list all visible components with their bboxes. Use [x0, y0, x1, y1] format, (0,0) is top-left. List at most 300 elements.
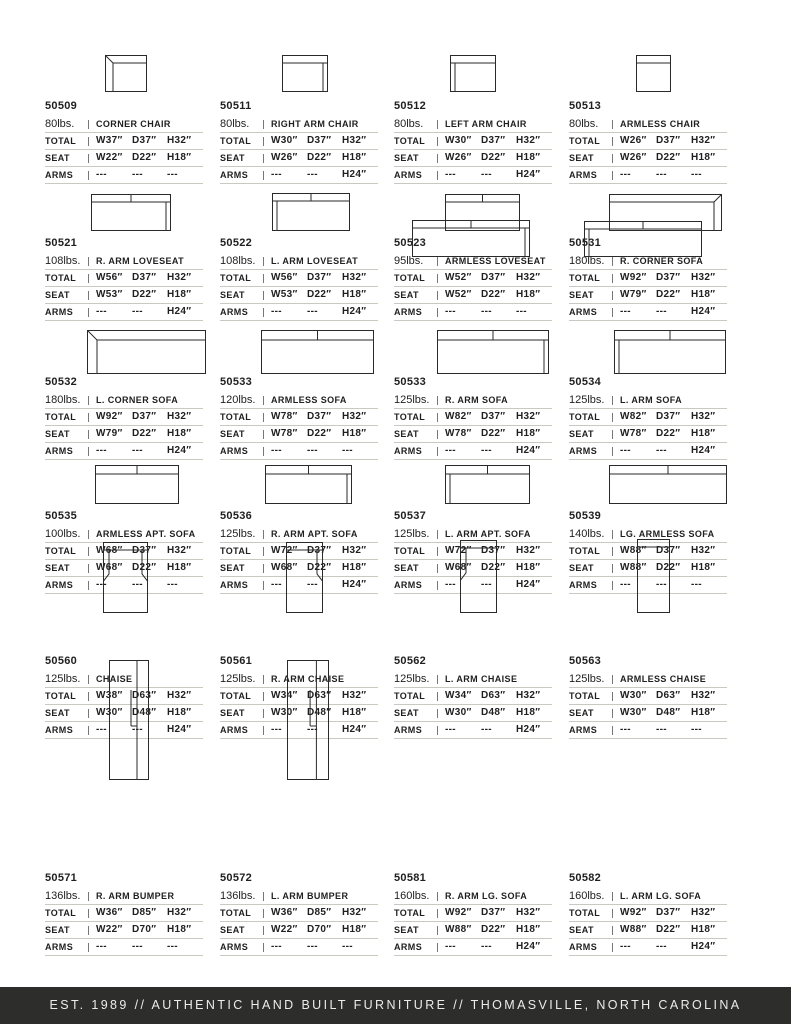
product-weight: 95lbs.: [394, 255, 424, 267]
seat-width-value: W88″: [620, 562, 647, 573]
spec-row-weight: [569, 116, 727, 133]
product-weight: 80lbs.: [45, 118, 75, 130]
spec-row-weight: [220, 888, 378, 905]
column-divider: [263, 892, 264, 901]
seat-label: SEAT: [220, 563, 245, 573]
right-arm-sofa-icon: [437, 330, 549, 374]
seat-height-value: H18″: [691, 289, 716, 300]
column-divider: [88, 909, 89, 918]
seat-width-value: W52″: [445, 289, 472, 300]
arms-label: ARMS: [220, 446, 249, 456]
product-name: L. ARM BUMPER: [271, 891, 349, 901]
total-width-value: W92″: [445, 907, 472, 918]
seat-height-value: H18″: [342, 152, 367, 163]
column-divider: [88, 892, 89, 901]
left-arm-sofa-icon: [614, 330, 726, 374]
total-height-value: H32″: [167, 907, 192, 918]
product-card: [220, 780, 378, 950]
column-divider: [88, 675, 89, 684]
arms-width-value: ---: [445, 445, 456, 456]
arms-height-value: H24″: [516, 445, 541, 456]
left-arm-large-sofa-icon: [584, 221, 702, 257]
column-divider: [263, 726, 264, 735]
seat-label: SEAT: [569, 153, 594, 163]
product-illustration: [220, 418, 378, 510]
total-height-value: H32″: [167, 545, 192, 556]
product-name: R. ARM BUMPER: [96, 891, 175, 901]
total-depth-value: D63″: [307, 690, 332, 701]
product-illustration: [220, 8, 378, 100]
total-depth-value: D37″: [132, 135, 157, 146]
column-divider: [612, 909, 613, 918]
left-arm-loveseat-icon: [272, 193, 350, 231]
product-code: 50531: [569, 237, 602, 249]
arms-width-value: ---: [96, 445, 107, 456]
seat-width-value: W79″: [620, 289, 647, 300]
product-weight: 125lbs.: [220, 528, 256, 540]
arms-width-value: ---: [445, 941, 456, 952]
arms-depth-value: ---: [656, 445, 667, 456]
column-divider: [263, 120, 264, 129]
product-code: 50581: [394, 872, 427, 884]
spec-row-weight: [394, 116, 552, 133]
column-divider: [612, 892, 613, 901]
seat-depth-value: D48″: [656, 707, 681, 718]
product-code: 50560: [45, 655, 78, 667]
total-width-value: W88″: [620, 545, 647, 556]
column-divider: [88, 709, 89, 718]
product-card: [394, 780, 552, 950]
arms-width-value: ---: [445, 306, 456, 317]
total-width-value: W38″: [96, 690, 123, 701]
arms-width-value: ---: [445, 579, 456, 590]
arms-width-value: ---: [271, 445, 282, 456]
total-label: TOTAL: [569, 691, 601, 701]
spec-row-arms: [394, 722, 552, 739]
column-divider: [263, 926, 264, 935]
total-height-value: H32″: [342, 545, 367, 556]
product-weight: 100lbs.: [45, 528, 81, 540]
column-divider: [88, 692, 89, 701]
seat-height-value: H18″: [167, 562, 192, 573]
total-label: TOTAL: [220, 273, 252, 283]
seat-label: SEAT: [569, 429, 594, 439]
seat-depth-value: D22″: [656, 152, 681, 163]
arms-depth-value: ---: [656, 169, 667, 180]
total-label: TOTAL: [569, 412, 601, 422]
total-height-value: H32″: [691, 272, 716, 283]
seat-width-value: W30″: [620, 707, 647, 718]
product-name: CORNER CHAIR: [96, 119, 171, 129]
arms-width-value: ---: [620, 724, 631, 735]
arms-height-value: ---: [691, 724, 702, 735]
spec-table: [45, 888, 203, 956]
arms-depth-value: ---: [307, 579, 318, 590]
spec-row-weight: [569, 671, 727, 688]
seat-label: SEAT: [45, 563, 70, 573]
product-weight: 160lbs.: [394, 890, 430, 902]
arms-label: ARMS: [220, 725, 249, 735]
spec-table: [394, 671, 552, 739]
product-weight: 125lbs.: [394, 394, 430, 406]
arms-label: ARMS: [45, 307, 74, 317]
corner-chair-icon: [105, 55, 147, 92]
arms-height-value: H24″: [167, 724, 192, 735]
product-name: LG. ARMLESS SOFA: [620, 529, 715, 539]
product-code: 50563: [569, 655, 602, 667]
column-divider: [88, 726, 89, 735]
product-code: 50571: [45, 872, 78, 884]
seat-depth-value: D22″: [307, 152, 332, 163]
product-weight: 180lbs.: [45, 394, 81, 406]
arms-label: ARMS: [394, 170, 423, 180]
seat-height-value: H18″: [342, 707, 367, 718]
total-width-value: W72″: [271, 545, 298, 556]
total-width-value: W56″: [96, 272, 123, 283]
total-depth-value: D37″: [656, 411, 681, 422]
spec-row-weight: [45, 888, 203, 905]
seat-height-value: H18″: [691, 707, 716, 718]
total-width-value: W30″: [620, 690, 647, 701]
arms-height-value: H24″: [691, 306, 716, 317]
column-divider: [263, 257, 264, 266]
column-divider: [612, 396, 613, 405]
arms-depth-value: ---: [132, 306, 143, 317]
spec-table: [569, 888, 727, 956]
total-width-value: W30″: [271, 135, 298, 146]
total-width-value: W36″: [96, 907, 123, 918]
product-name: R. CORNER SOFA: [620, 256, 704, 266]
seat-depth-value: D22″: [132, 289, 157, 300]
spec-row-seat: [394, 705, 552, 722]
total-height-value: H32″: [167, 135, 192, 146]
footer-banner: EST. 1989 // AUTHENTIC HAND BUILT FURNITURE // THOMASVILLE, NORTH CAROLINA: [0, 987, 791, 1024]
total-height-value: H32″: [691, 690, 716, 701]
column-divider: [612, 274, 613, 283]
total-width-value: W68″: [96, 545, 123, 556]
total-width-value: W92″: [620, 907, 647, 918]
arms-label: ARMS: [45, 942, 74, 952]
product-code: 50511: [220, 100, 252, 112]
column-divider: [437, 274, 438, 283]
product-card: [569, 780, 727, 950]
spec-row-weight: [45, 116, 203, 133]
arms-width-value: ---: [96, 169, 107, 180]
arms-width-value: ---: [271, 169, 282, 180]
seat-depth-value: D48″: [132, 707, 157, 718]
total-height-value: H32″: [691, 411, 716, 422]
spec-row-seat: [45, 922, 203, 939]
product-name: ARMLESS CHAIR: [620, 119, 701, 129]
seat-height-value: H18″: [167, 289, 192, 300]
total-height-value: H32″: [342, 907, 367, 918]
arms-width-value: ---: [271, 579, 282, 590]
spec-row-arms: [394, 939, 552, 956]
total-width-value: W34″: [271, 690, 298, 701]
seat-label: SEAT: [394, 153, 419, 163]
arms-width-value: ---: [620, 579, 631, 590]
seat-depth-value: D22″: [481, 428, 506, 439]
left-arm-chaise-icon: [460, 540, 497, 613]
arms-height-value: H24″: [691, 445, 716, 456]
product-code: 50562: [394, 655, 427, 667]
total-depth-value: D37″: [132, 545, 157, 556]
column-divider: [437, 909, 438, 918]
seat-depth-value: D22″: [481, 289, 506, 300]
column-divider: [263, 396, 264, 405]
seat-label: SEAT: [220, 925, 245, 935]
column-divider: [437, 120, 438, 129]
arms-label: ARMS: [569, 446, 598, 456]
column-divider: [437, 530, 438, 539]
column-divider: [612, 709, 613, 718]
seat-label: SEAT: [569, 925, 594, 935]
arms-label: ARMS: [394, 942, 423, 952]
product-illustration: [45, 418, 203, 510]
total-depth-value: D37″: [481, 135, 506, 146]
spec-row-weight: [220, 526, 378, 543]
product-weight: 108lbs.: [220, 255, 256, 267]
seat-height-value: H18″: [342, 562, 367, 573]
total-depth-value: D37″: [481, 907, 506, 918]
total-depth-value: D37″: [481, 272, 506, 283]
seat-depth-value: D22″: [481, 152, 506, 163]
arms-depth-value: ---: [307, 445, 318, 456]
total-width-value: W82″: [445, 411, 472, 422]
total-height-value: H32″: [516, 135, 541, 146]
seat-width-value: W88″: [445, 924, 472, 935]
product-weight: 136lbs.: [220, 890, 256, 902]
column-divider: [437, 692, 438, 701]
arms-height-value: H24″: [516, 579, 541, 590]
product-code: 50536: [220, 510, 253, 522]
seat-height-value: H18″: [167, 152, 192, 163]
seat-height-value: H18″: [691, 428, 716, 439]
arms-height-value: H24″: [342, 169, 367, 180]
product-code: 50509: [45, 100, 78, 112]
arms-depth-value: ---: [656, 724, 667, 735]
total-depth-value: D37″: [656, 907, 681, 918]
arms-depth-value: ---: [132, 941, 143, 952]
product-name: ARMLESS APT. SOFA: [96, 529, 196, 539]
armless-sofa-icon: [261, 330, 374, 374]
column-divider: [263, 943, 264, 952]
seat-depth-value: D22″: [307, 428, 332, 439]
seat-label: SEAT: [45, 290, 70, 300]
seat-depth-value: D22″: [656, 428, 681, 439]
product-name: L. ARM CHAISE: [445, 674, 518, 684]
product-code: 50521: [45, 237, 78, 249]
arms-label: ARMS: [220, 307, 249, 317]
column-divider: [612, 692, 613, 701]
total-depth-value: D37″: [132, 272, 157, 283]
seat-width-value: W30″: [445, 707, 472, 718]
total-depth-value: D37″: [656, 135, 681, 146]
total-height-value: H32″: [342, 272, 367, 283]
seat-width-value: W79″: [96, 428, 123, 439]
spec-row-arms: [45, 939, 203, 956]
total-depth-value: D37″: [132, 411, 157, 422]
arms-width-value: ---: [271, 724, 282, 735]
total-width-value: W36″: [271, 907, 298, 918]
arms-label: ARMS: [569, 725, 598, 735]
column-divider: [437, 943, 438, 952]
column-divider: [88, 926, 89, 935]
seat-width-value: W26″: [445, 152, 472, 163]
left-arm-chair-icon: [450, 55, 496, 92]
total-width-value: W37″: [96, 135, 123, 146]
total-depth-value: D37″: [481, 545, 506, 556]
column-divider: [437, 709, 438, 718]
arms-depth-value: ---: [656, 941, 667, 952]
spec-row-weight: [394, 392, 552, 409]
arms-label: ARMS: [569, 942, 598, 952]
column-divider: [263, 709, 264, 718]
product-illustration: [220, 145, 378, 237]
column-divider: [263, 547, 264, 556]
spec-row-total: [569, 688, 727, 705]
arms-depth-value: ---: [656, 579, 667, 590]
product-weight: 125lbs.: [394, 673, 430, 685]
arms-width-value: ---: [620, 169, 631, 180]
product-weight: 108lbs.: [45, 255, 81, 267]
total-label: TOTAL: [394, 136, 426, 146]
left-corner-sofa-icon: [87, 330, 206, 374]
column-divider: [88, 530, 89, 539]
seat-label: SEAT: [220, 153, 245, 163]
spec-table: [394, 888, 552, 956]
spec-row-seat: [394, 922, 552, 939]
chaise-icon: [103, 542, 148, 613]
product-name: R. ARM CHAISE: [271, 674, 345, 684]
seat-label: SEAT: [220, 429, 245, 439]
arms-label: ARMS: [569, 307, 598, 317]
arms-width-value: ---: [445, 169, 456, 180]
seat-width-value: W26″: [620, 152, 647, 163]
spec-row-seat: [569, 922, 727, 939]
product-name: R. ARM LOVESEAT: [96, 256, 185, 266]
seat-depth-value: D22″: [481, 562, 506, 573]
seat-label: SEAT: [394, 563, 419, 573]
seat-height-value: H18″: [516, 289, 541, 300]
product-illustration: [394, 284, 552, 376]
seat-label: SEAT: [45, 429, 70, 439]
total-label: TOTAL: [220, 908, 252, 918]
product-weight: 180lbs.: [569, 255, 605, 267]
arms-height-value: ---: [691, 579, 702, 590]
total-label: TOTAL: [220, 136, 252, 146]
seat-label: SEAT: [394, 429, 419, 439]
product-weight: 125lbs.: [45, 673, 81, 685]
arms-width-value: ---: [96, 724, 107, 735]
arms-width-value: ---: [620, 445, 631, 456]
column-divider: [612, 257, 613, 266]
product-code: 50522: [220, 237, 253, 249]
total-label: TOTAL: [569, 546, 601, 556]
arms-label: ARMS: [220, 580, 249, 590]
column-divider: [263, 675, 264, 684]
spec-row-weight: [569, 888, 727, 905]
total-width-value: W92″: [620, 272, 647, 283]
product-code: 50533: [394, 376, 427, 388]
spec-row-arms: [569, 939, 727, 956]
seat-width-value: W53″: [96, 289, 123, 300]
product-weight: 80lbs.: [394, 118, 424, 130]
product-illustration: [45, 563, 203, 655]
arms-label: ARMS: [569, 580, 598, 590]
arms-height-value: H24″: [342, 306, 367, 317]
column-divider: [612, 726, 613, 735]
product-name: L. ARM LG. SOFA: [620, 891, 702, 901]
product-name: R. ARM LG. SOFA: [445, 891, 528, 901]
seat-width-value: W78″: [620, 428, 647, 439]
product-illustration: [569, 8, 727, 100]
column-divider: [437, 257, 438, 266]
left-arm-bumper-icon: [287, 660, 332, 780]
product-illustration: [569, 418, 727, 510]
spec-row-seat: [220, 922, 378, 939]
arms-height-value: H24″: [167, 306, 192, 317]
arms-depth-value: ---: [481, 724, 492, 735]
arms-height-value: H24″: [516, 941, 541, 952]
seat-width-value: W78″: [445, 428, 472, 439]
arms-width-value: ---: [96, 579, 107, 590]
left-arm-apartment-sofa-icon: [445, 465, 530, 504]
seat-width-value: W53″: [271, 289, 298, 300]
armless-apartment-sofa-icon: [95, 465, 179, 504]
seat-depth-value: D22″: [132, 152, 157, 163]
spec-row-weight: [220, 392, 378, 409]
seat-label: SEAT: [394, 708, 419, 718]
arms-label: ARMS: [394, 580, 423, 590]
seat-label: SEAT: [45, 925, 70, 935]
total-height-value: H32″: [167, 690, 192, 701]
product-illustration: [569, 284, 727, 376]
product-code: 50572: [220, 872, 253, 884]
column-divider: [88, 547, 89, 556]
total-width-value: W34″: [445, 690, 472, 701]
spec-row-arms: [569, 722, 727, 739]
seat-label: SEAT: [220, 290, 245, 300]
total-height-value: H32″: [691, 907, 716, 918]
product-name: L. ARM LOVESEAT: [271, 256, 358, 266]
product-illustration: [569, 563, 727, 655]
column-divider: [612, 530, 613, 539]
total-height-value: H32″: [691, 545, 716, 556]
column-divider: [612, 547, 613, 556]
arms-depth-value: ---: [132, 579, 143, 590]
arms-height-value: H24″: [342, 724, 367, 735]
column-divider: [437, 726, 438, 735]
arms-height-value: H24″: [516, 169, 541, 180]
spec-table: [220, 888, 378, 956]
product-name: L. ARM SOFA: [620, 395, 683, 405]
arms-label: ARMS: [220, 170, 249, 180]
seat-height-value: H18″: [167, 707, 192, 718]
arms-label: ARMS: [394, 307, 423, 317]
total-width-value: W30″: [445, 135, 472, 146]
seat-depth-value: D70″: [307, 924, 332, 935]
spec-row-weight: [394, 888, 552, 905]
spec-row-weight: [220, 253, 378, 270]
arms-height-value: H24″: [516, 724, 541, 735]
product-name: RIGHT ARM CHAIR: [271, 119, 359, 129]
spec-row-weight: [220, 116, 378, 133]
product-card: [394, 563, 552, 733]
seat-depth-value: D22″: [656, 924, 681, 935]
total-label: TOTAL: [45, 546, 77, 556]
seat-width-value: W22″: [96, 924, 123, 935]
